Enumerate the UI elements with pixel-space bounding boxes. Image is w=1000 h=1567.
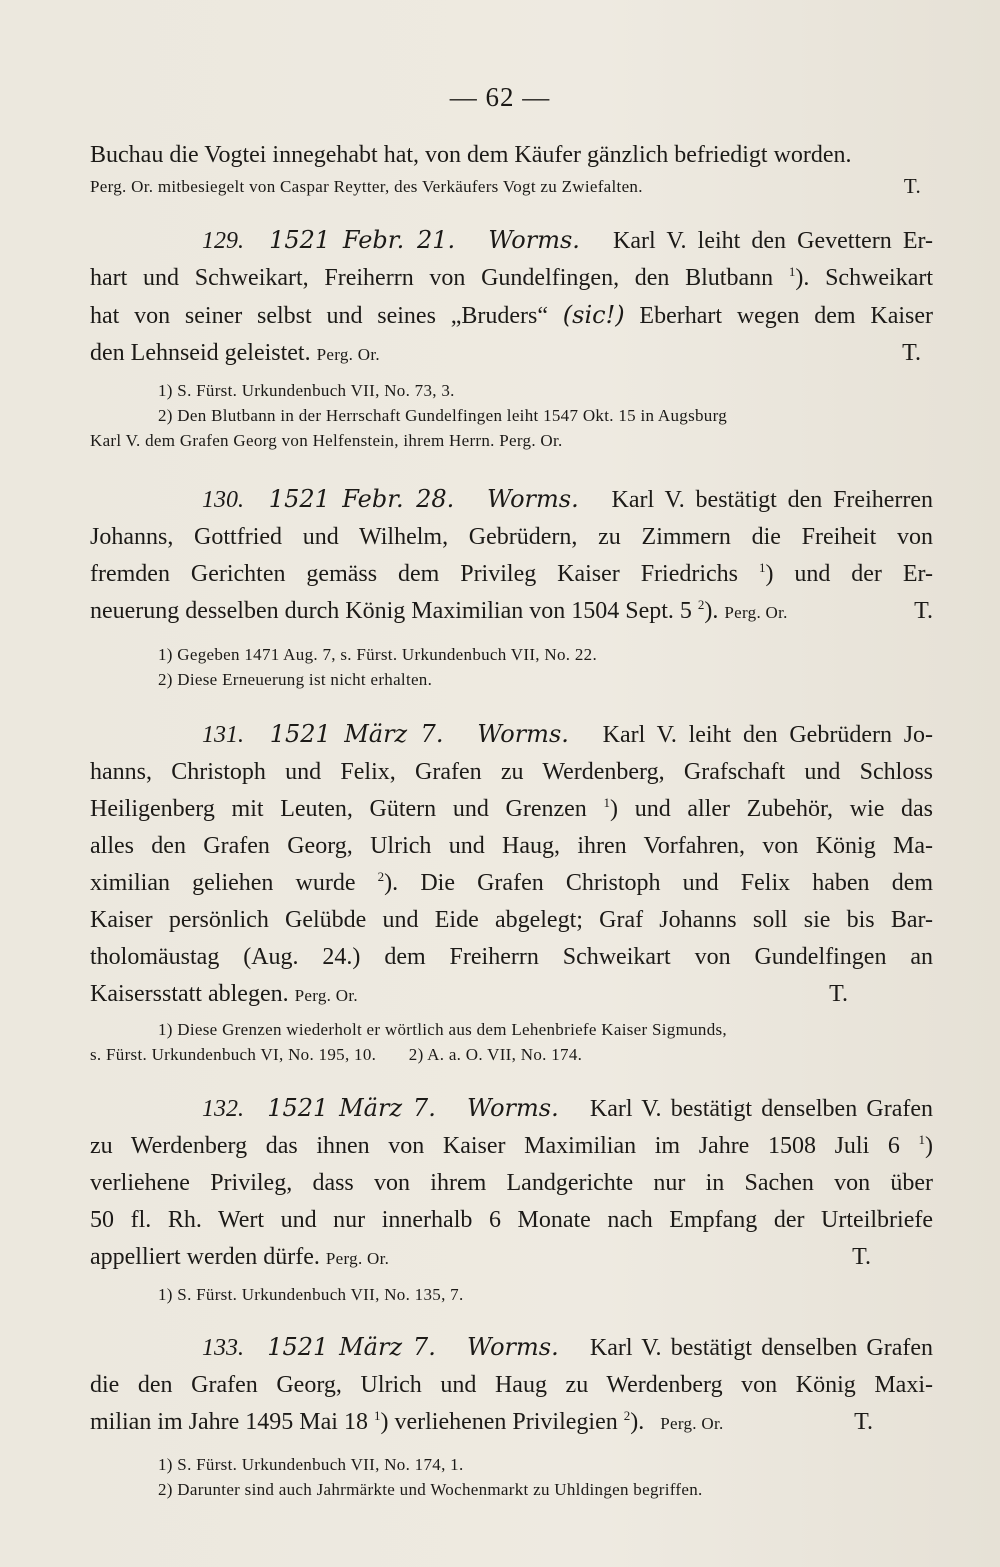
- entry-place: Worms.: [487, 485, 579, 513]
- entry-131: 131. 1521 März 7. Worms. Karl V. leiht den Gebrüdern Jo- hanns, Christoph und Felix, Grafen zu Werdenberg, Grafschaft und Schloss Heiligenberg mit Leuten, Gütern und Grenzen $^1$) und aller Zubehör, wie das alles den Grafen Georg, Ulrich und Haug, ihren Vorfahren, von König Ma- ximilian geliehen wurde $^2$). Die Grafen Christoph und Felix haben dem Kaiser persönlich Gelübde und Eide abgelegt; Graf Johanns soll sie bis Bar- tholomäustag (Aug. 24.) dem Freiherrn Schweikart von Gundelfingen an Kaisersstatt ablegen. Perg. Or. T.: [90, 716, 933, 1014]
- text-line: alles den Grafen Georg, Ulrich und Haug, ihren Vorfahren, von König Ma-: [90, 833, 933, 859]
- signature-mark: T.: [854, 1409, 873, 1435]
- text-line: fremden Gerichten gemäss dem Privileg Kaiser Friedrichs: [90, 561, 739, 587]
- entry-date: 1521 Febr. 21.: [269, 226, 456, 254]
- sic-remark: (sic!): [562, 301, 625, 329]
- text-line: zu Werdenberg das ihnen von Kaiser Maximilian im Jahre 1508 Juli 6: [90, 1133, 900, 1159]
- text-line: hanns, Christoph und Felix, Grafen zu Werdenberg, Grafschaft und Schloss: [90, 759, 933, 785]
- footnote: 2) Darunter sind auch Jahrmärkte und Wochenmarkt zu Uhldingen begriffen.: [158, 1480, 703, 1499]
- footnote: 2) Diese Erneuerung ist nicht erhalten.: [158, 670, 433, 689]
- text-line: appelliert werden dürfe.: [90, 1244, 320, 1270]
- source-note: Perg. Or.: [660, 1414, 724, 1433]
- footnotes-129: [90, 378, 933, 453]
- text-line: 50 fl. Rh. Wert und nur innerhalb 6 Monate nach Empfang der Urteilbriefe: [90, 1207, 933, 1233]
- signature-mark: T.: [903, 174, 921, 198]
- text-line: verliehene Privileg, dass von ihrem Landgerichte nur in Sachen von über: [90, 1170, 933, 1196]
- text-line: hat von seiner selbst und seines „Bruders“: [90, 303, 548, 329]
- text-line: Schweikart: [825, 265, 933, 291]
- text-line: Johanns, Gottfried und Wilhelm, Gebrüdern, zu Zimmern die Freiheit von: [90, 524, 933, 550]
- footnote-marker: 1: [918, 1132, 925, 1147]
- text-line: Karl V. bestätigt den Freiherren: [611, 487, 933, 513]
- source-note: Perg. Or.: [316, 345, 380, 364]
- continuation-source-note: [90, 174, 933, 199]
- entry-place: Worms.: [467, 1333, 559, 1361]
- signature-mark: T.: [829, 981, 848, 1007]
- page-number: — 62 —: [449, 82, 551, 112]
- footnotes-133: [90, 1452, 933, 1502]
- text-line: verliehenen Privilegien: [394, 1409, 618, 1435]
- footnote: 1) S. Fürst. Urkundenbuch VII, No. 135, 7.: [158, 1285, 464, 1304]
- footnote: 2) Den Blutbann in der Herrschaft Gundelfingen leiht 1547 Okt. 15 in Augsburg: [158, 406, 728, 425]
- text-line: ximilian geliehen wurde: [90, 870, 356, 896]
- text-line: die den Grafen Georg, Ulrich und Haug zu Werdenberg von König Maxi-: [90, 1372, 933, 1398]
- text-line: und der Er-: [794, 561, 933, 587]
- footnotes-131: [90, 1017, 933, 1067]
- footnote: Karl V. dem Grafen Georg von Helfenstein, ihrem Herrn. Perg. Or.: [90, 431, 563, 450]
- footnote-marker: 2: [377, 869, 385, 884]
- text-line: Heiligenberg mit Leuten, Gütern und Grenzen: [90, 796, 587, 822]
- entry-number: 130.: [202, 487, 244, 513]
- entry-date: 1521 März 7.: [269, 720, 444, 748]
- footnote-marker: 1: [603, 795, 610, 810]
- text-line: tholomäustag (Aug. 24.) dem Freiherrn Schweikart von Gundelfingen an: [90, 944, 933, 970]
- entry-132: 132. 1521 März 7. Worms. Karl V. bestätigt denselben Grafen zu Werdenberg das ihnen von Kaiser Maximilian im Jahre 1508 Juli 6 $^1$) verliehene Privileg, dass von ihrem Landgerichte nur in Sachen von über 50 fl. Rh. Wert und nur innerhalb 6 Monate nach Empfang der Urteilbriefe appelliert werden dürfe. Perg. Or. T.: [90, 1090, 933, 1277]
- text-line: Karl V. bestätigt denselben Grafen: [589, 1096, 933, 1122]
- text-line: Eberhart wegen dem Kaiser: [639, 303, 933, 329]
- text-line: neuerung desselben durch König Maximilian von 1504 Sept. 5: [90, 598, 692, 624]
- continuation-text: [90, 137, 933, 174]
- footnote-marker: 2: [697, 597, 705, 612]
- footnote: 1) S. Fürst. Urkundenbuch VII, No. 73, 3.: [158, 381, 455, 400]
- footnote: 1) Gegeben 1471 Aug. 7, s. Fürst. Urkundenbuch VII, No. 22.: [158, 645, 598, 664]
- entry-date: 1521 März 7.: [267, 1333, 436, 1361]
- signature-mark: T.: [852, 1244, 871, 1270]
- entry-place: Worms.: [477, 720, 569, 748]
- text-line: Karl V. leiht den Gevettern Er-: [613, 228, 933, 254]
- source-note: Perg. Or.: [724, 603, 788, 622]
- text-line: Kaisersstatt ablegen.: [90, 981, 289, 1007]
- entry-number: 131.: [202, 722, 244, 748]
- footnote: s. Fürst. Urkundenbuch VI, No. 195, 10.: [90, 1045, 377, 1064]
- entry-number: 129.: [202, 228, 244, 254]
- entry-129: 129. 1521 Febr. 21. Worms. Karl V. leiht den Gevettern Er- hart und Schweikart, Freiherrn von Gundelfingen, den Blutbann $^1$). Schweikart hat von seiner selbst und seines „Bruders“ (sic!) Eberhart wegen dem Kaiser den Lehnseid geleistet. Perg. Or. T.: [90, 222, 933, 373]
- footnote: 1) S. Fürst. Urkundenbuch VII, No. 174, 1.: [158, 1455, 464, 1474]
- text-line: milian im Jahre 1495 Mai 18: [90, 1409, 368, 1435]
- text-line: hart und Schweikart, Freiherrn von Gundelfingen, den Blutbann: [90, 265, 774, 291]
- signature-mark: T.: [902, 340, 921, 366]
- signature-mark: T.: [914, 598, 933, 624]
- footnote-marker: 1: [758, 560, 766, 575]
- entry-place: Worms.: [488, 226, 580, 254]
- footnote-marker: 1: [788, 264, 796, 279]
- entry-number: 132.: [202, 1096, 244, 1122]
- footnote: 2) A. a. O. VII, No. 174.: [408, 1045, 583, 1064]
- source-note: Perg. Or. mitbesiegelt von Caspar Reytter, des Verkäufers Vogt zu Zwiefalten.: [90, 177, 643, 196]
- text-line: und aller Zubehör, wie das: [634, 796, 933, 822]
- text-line: Karl V. bestätigt denselben Grafen: [589, 1335, 933, 1361]
- source-note: Perg. Or.: [325, 1249, 390, 1268]
- entry-number: 133.: [202, 1335, 244, 1361]
- text-line: Karl V. leiht den Gebrüdern Jo-: [602, 722, 933, 748]
- footnotes-130: [90, 642, 933, 692]
- footnote-marker: 2: [623, 1408, 631, 1423]
- text-line: Die Grafen Christoph und Felix haben dem: [420, 870, 933, 896]
- footnotes-132: [90, 1282, 933, 1307]
- entry-130: 130. 1521 Febr. 28. Worms. Karl V. bestätigt den Freiherren Johanns, Gottfried und Wilhelm, Gebrüdern, zu Zimmern die Freiheit von fremden Gerichten gemäss dem Privileg Kaiser Friedrichs $^1$) und der Er- neuerung desselben durch König Maximilian von 1504 Sept. 5 $^2$). Perg. Or. T.: [90, 481, 933, 631]
- text-line: Kaiser persönlich Gelübde und Eide abgelegt; Graf Johanns soll sie bis Bar-: [90, 907, 933, 933]
- source-note: Perg. Or.: [294, 986, 358, 1005]
- entry-place: Worms.: [467, 1094, 559, 1122]
- entry-133: 133. 1521 März 7. Worms. Karl V. bestätigt denselben Grafen die den Grafen Georg, Ulrich und Haug zu Werdenberg von König Maxi- milian im Jahre 1495 Mai 18 $^1$) verliehenen Privilegien $^2$). Perg. Or. T.: [90, 1329, 933, 1442]
- entry-date: 1521 Febr. 28.: [268, 485, 455, 513]
- entry-date: 1521 März 7.: [267, 1094, 436, 1122]
- text-line: den Lehnseid geleistet.: [90, 340, 311, 366]
- footnote: 1) Diese Grenzen wiederholt er wörtlich aus dem Lehenbriefe Kaiser Sigmunds,: [158, 1020, 727, 1039]
- text-line: Buchau die Vogtei innegehabt hat, von dem Käufer gänzlich befriedigt worden.: [90, 142, 852, 168]
- footnote-marker: 1: [373, 1408, 381, 1423]
